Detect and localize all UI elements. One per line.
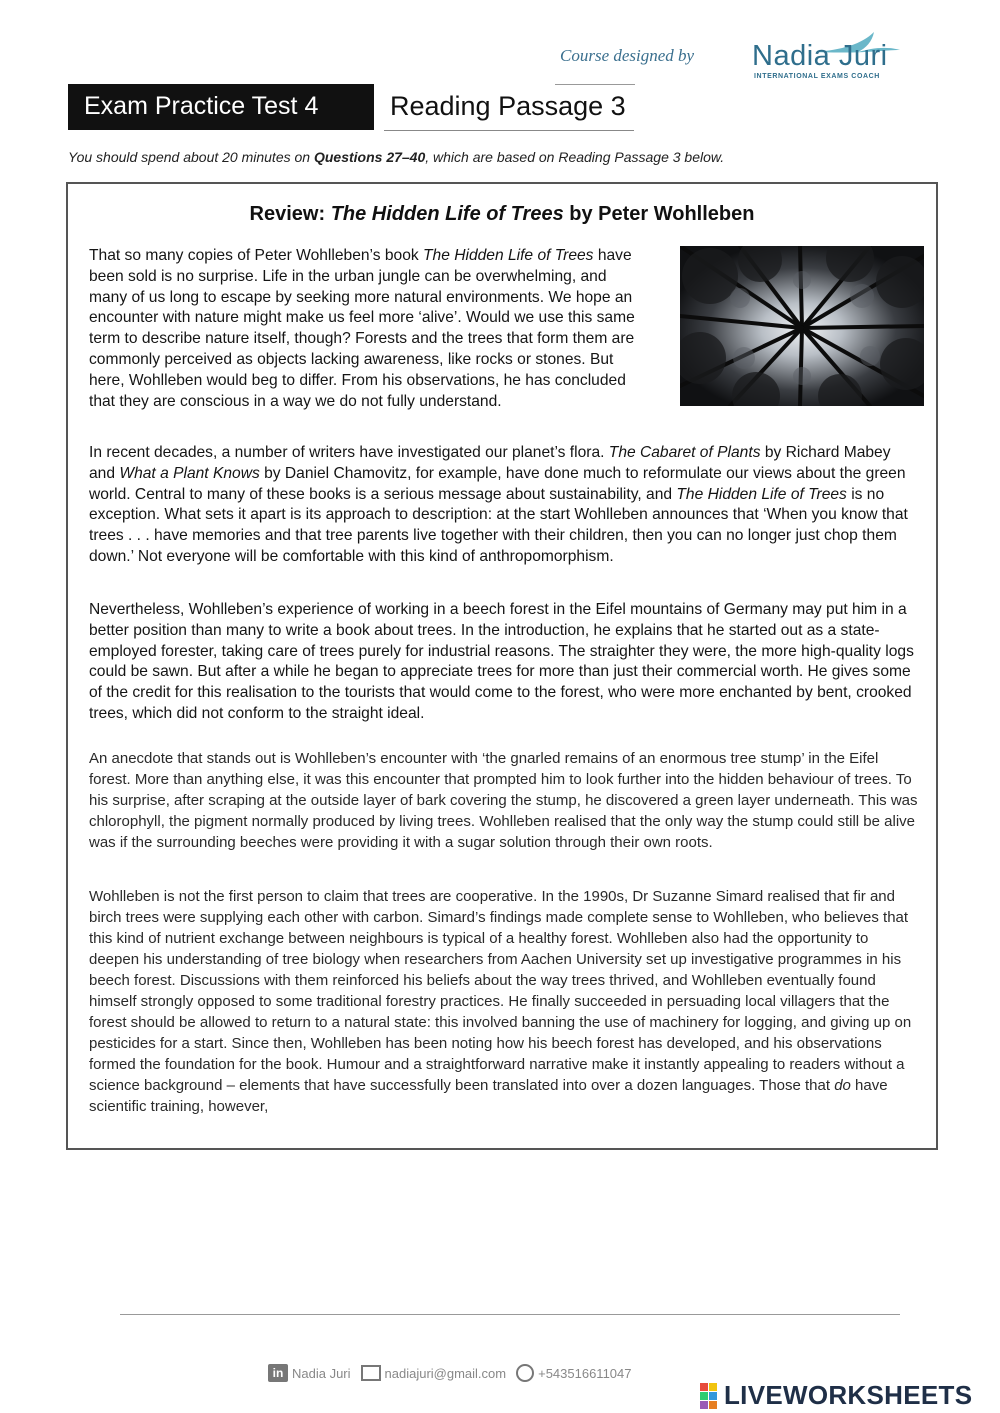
- phone-number: +543516611047: [538, 1365, 632, 1381]
- email-address: nadiajuri@gmail.com: [384, 1365, 507, 1381]
- review-title: Review: The Hidden Life of Trees by Peter Wohlleben: [249, 203, 755, 225]
- linkedin-name: Nadia Juri: [292, 1365, 351, 1381]
- course-designed-by-text: Course designed by: [560, 46, 695, 65]
- paragraph-3: Nevertheless, Wohlleben’s experience of working in a beech forest in the Eifel mountains of Germany may put him in a better position than many to write a book about trees. In the introduction, he explains that he started out as a state-employed forester, taking care of trees purely for industrial reasons. The straighter they were, the more high-quality logs could be sawn. But after a while he began to appreciate trees for more than just their commercial worth. He gives some of the credit for this realisation to the tourists that would come to the forest, who were more enchanted by bent, crooked trees, which did not conform to the straight ideal.: [89, 601, 914, 722]
- paragraph-1: That so many copies of Peter Wohlleben’s book The Hidden Life of Trees have been sold is no surprise. Life in the urban jungle can be overwhelming, and many of us long to escape by seeking more natural environments. We hope an encounter with nature might make us feel more ‘alive’. Would we use this same term to describe nature itself, though? Forests and the trees that form them are commonly perceived as objects lacking awareness, like rocks or stones. But here, Wohlleben would beg to differ. From his observations, he has concluded that they are conscious in a way we do not fully understand.: [89, 247, 635, 410]
- brand-logo: [752, 28, 912, 88]
- brand-name: Nadia Juri: [752, 40, 888, 72]
- brand-subtitle: INTERNATIONAL EXAMS COACH: [754, 73, 880, 80]
- brand-divider: [555, 84, 635, 85]
- whatsapp-icon: [516, 1364, 534, 1382]
- contact-footer: [268, 1364, 632, 1382]
- footer-divider: [120, 1314, 900, 1315]
- forest-canopy-photo: [680, 246, 924, 406]
- paragraph-2: In recent decades, a number of writers have investigated our planet’s flora. The Cabaret of Plants by Richard Mabey and What a Plant Knows by Daniel Chamovitz, for example, have done much to reformulate our views about the green world. Central to many of these books is a serious message about sustainability, and The Hidden Life of Trees is no exception. What sets it apart is its approach to description: at the start Wohlleben announces that ‘When you know that trees . . . have memories and that tree parents live together with their children, then you can no longer just chop them down.’ Not everyone will be comfortable with this kind of anthropomorphism.: [89, 444, 908, 565]
- passage-underline: [384, 130, 634, 131]
- test-label: Exam Practice Test 4: [68, 84, 374, 130]
- liveworksheets-watermark: [700, 1380, 972, 1411]
- liveworksheets-logo-icon: [700, 1383, 718, 1409]
- email-icon: [361, 1365, 381, 1381]
- article-frame: [66, 182, 938, 1150]
- liveworksheets-text: LIVEWORKSHEETS: [724, 1380, 973, 1410]
- instruction-text: You should spend about 20 minutes on Questions 27–40, which are based on Reading Passage 3 below.: [68, 149, 725, 165]
- linkedin-icon: in: [268, 1364, 288, 1382]
- paragraph-5: Wohlleben is not the first person to claim that trees are cooperative. In the 1990s, Dr Suzanne Simard realised that fir and birch trees were supplying each other with carbon. Simard’s findings made complete sense to Wohlleben, who believes that this kind of nutrient exchange between neighbours is typical of a healthy forest. Wohlleben also had the opportunity to deepen his understanding of tree biology when researchers from Aachen University set up investigative programmes in his beech forest. Discussions with them reinforced his beliefs about the way trees thrived, and Wohlleben eventually found himself strongly opposed to some traditional forestry practices. He finally succeeded in persuading local villagers that the forest should be allowed to return to a natural state: this involved banning the use of machinery for logging, and giving up on pesticides for a start. Since then, Wohlleben has been noting how his beech forest has developed, and his observations formed the foundation for the book. Humour and a straightforward narrative make it instantly appealing to readers without a science background – elements that have successfully been translated into over a dozen languages. Those that do have scientific training, however,: [89, 888, 912, 1115]
- paragraph-4: An anecdote that stands out is Wohlleben’s encounter with ‘the gnarled remains of an enormous tree stump’ in the Eifel forest. More than anything else, it was this encounter that prompted him to look further into the hidden behaviour of trees. To his surprise, after scraping at the outside layer of bark covering the stump, he discovered a green layer underneath. This was chlorophyll, the pigment normally produced by living trees. Wohlleben realised that the only way the stump could still be alive was if the surrounding beeches were providing it with a sugar solution through their own roots.: [89, 750, 918, 851]
- tree-canopy-illustration: [680, 246, 924, 406]
- passage-label: Reading Passage 3: [390, 91, 626, 121]
